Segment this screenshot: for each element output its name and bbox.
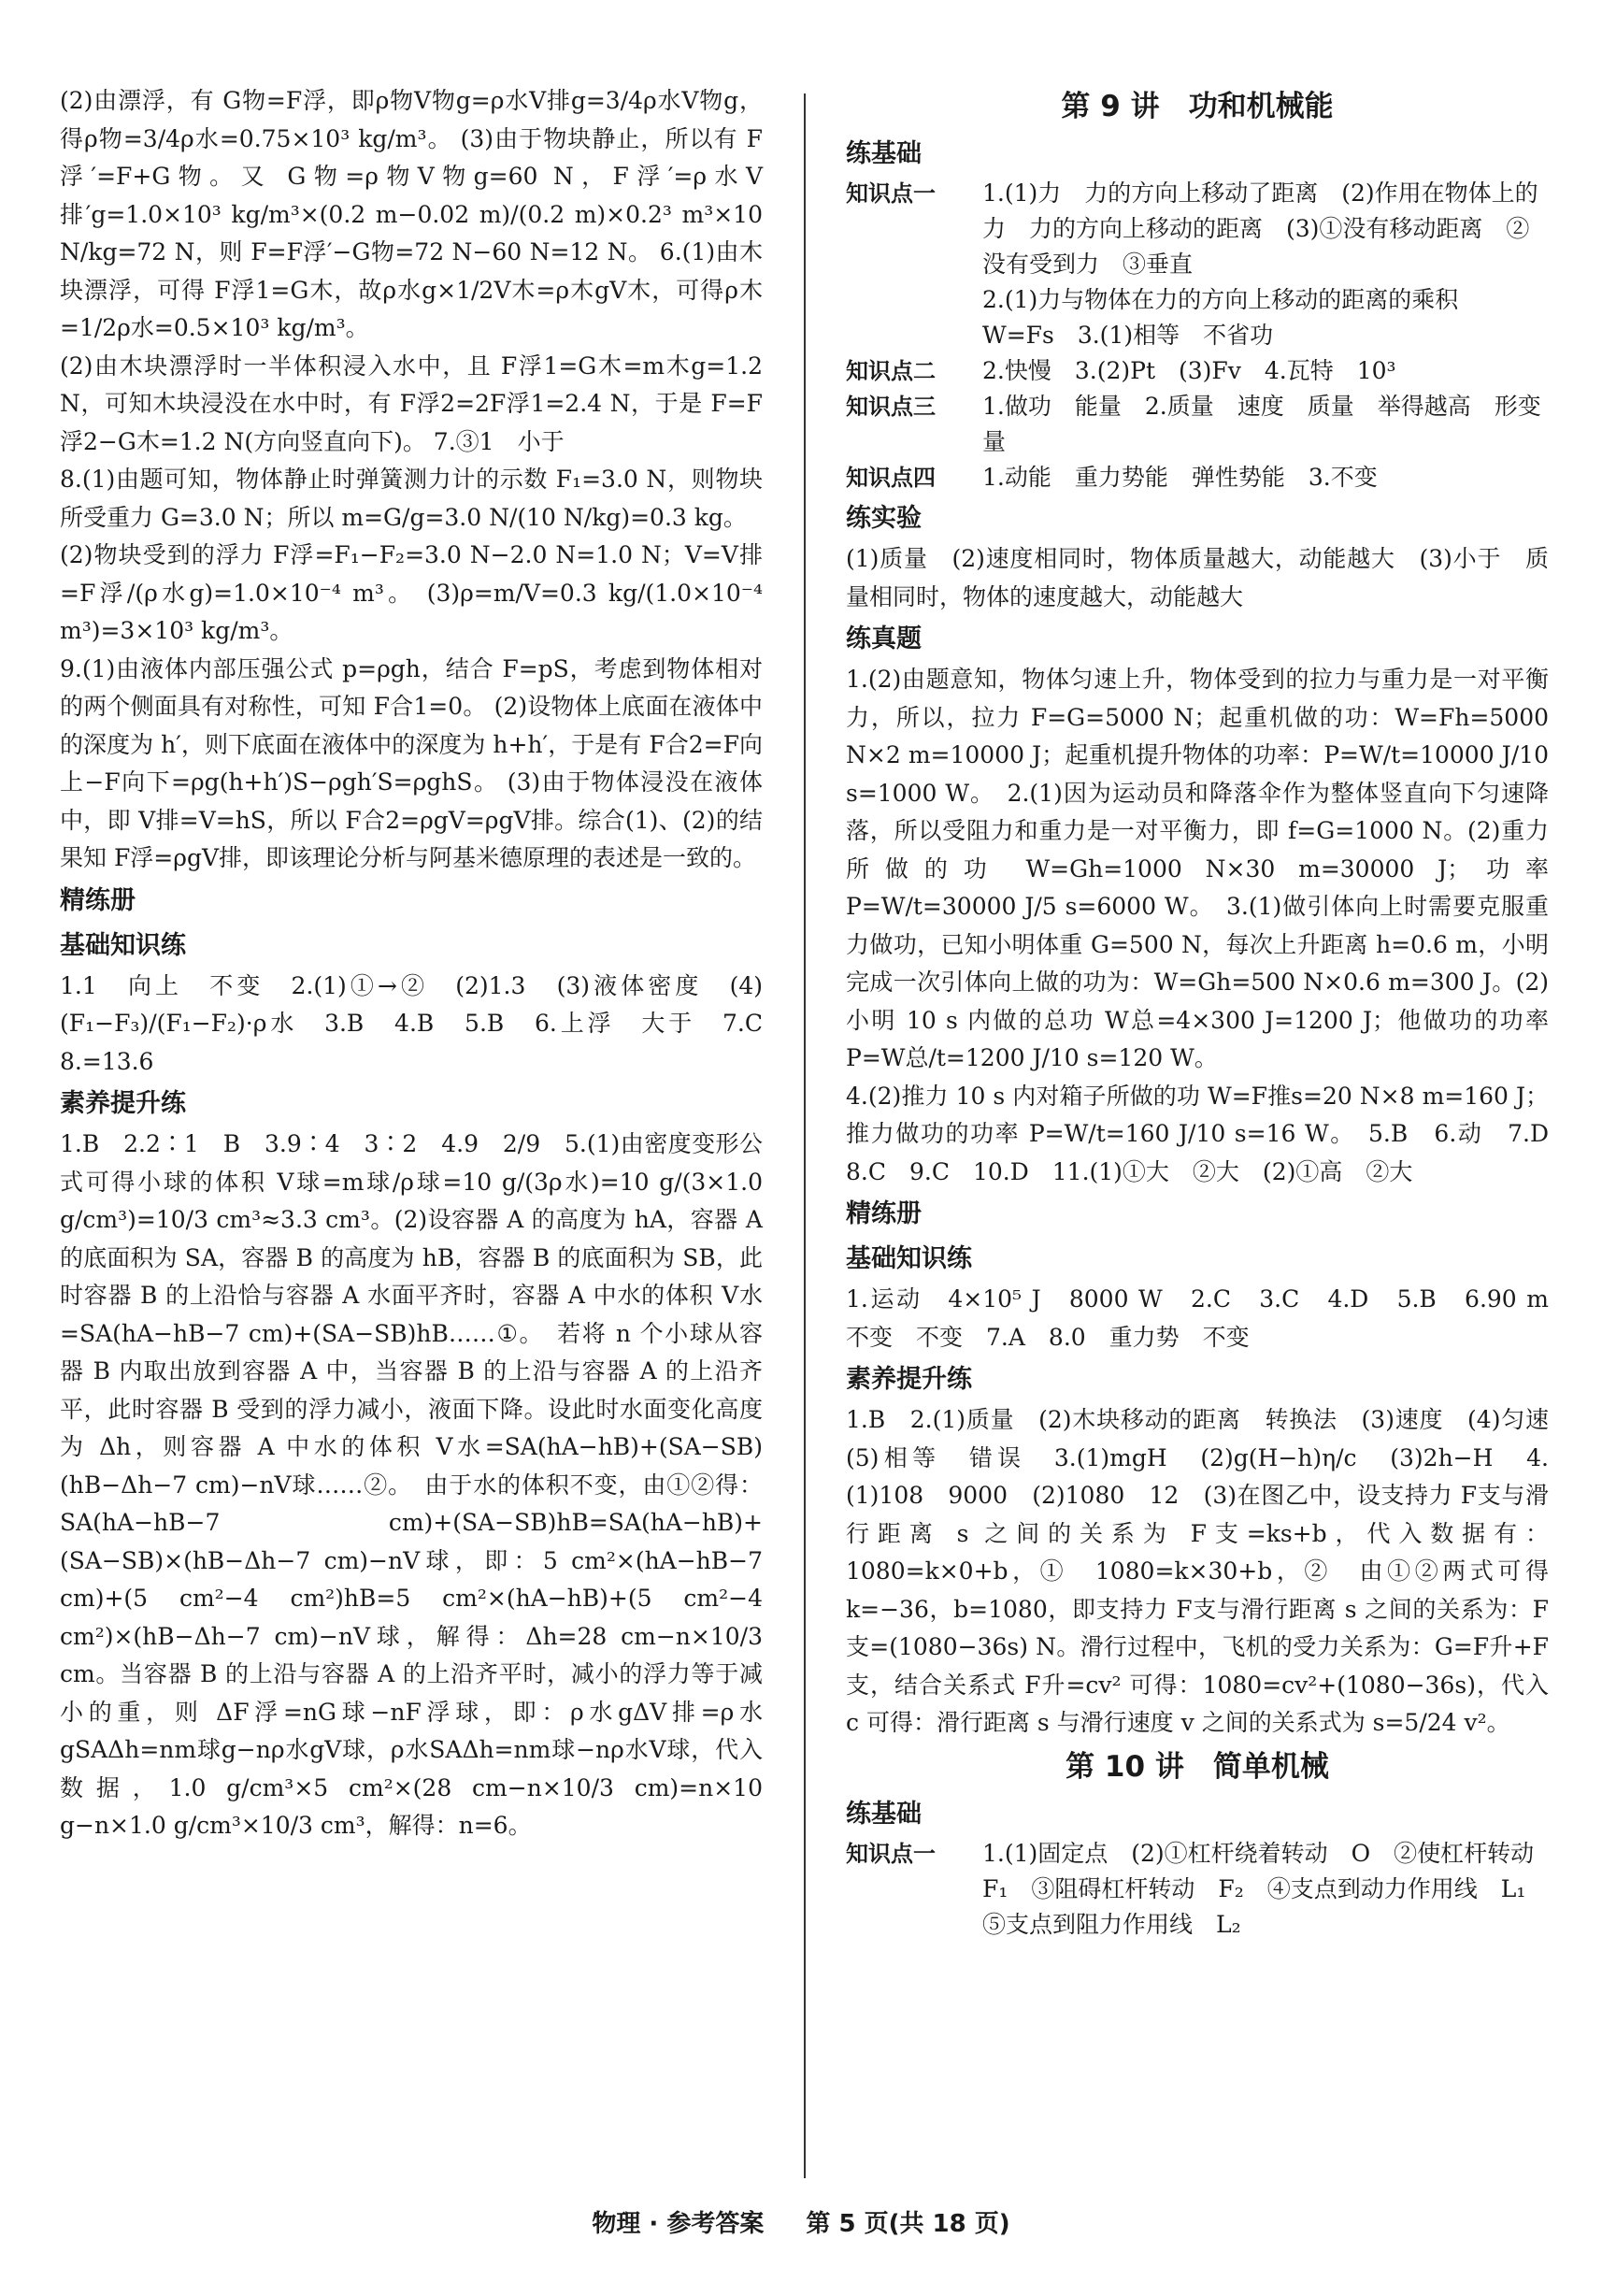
knowledge-point-label: 知识点二 [846,358,936,384]
answer-paragraph: 1.B 2.(1)质量 (2)木块移动的距离 转换法 (3)速度 (4)匀速 (5)相等 错误 3.(1)mgH (2)g(H−h)η/c (3)2h−H 4.(1)108 9000 (2)1080 12 (3)在图乙中，设支持力 F支与滑行距离 s 之间的关系为 F支=ks+b，代入数据有：1080=k×0+b，① 1080=k×30+b，② 由①②两式可得 k=−36，b=1080，即支持力 F支与滑行距离 s 之间的关系为：F支=(1080−36s) N。滑行过程中，飞机的受力关系为：G=F升+F支，结合关系式 F升=cv² 可得：1080=cv²+(1080−36s)，代入 c 可得：滑行距离 s 与滑行速度 v 之间的关系式为 s=5/24 v²。 [846,1406,1573,1736]
answer-paragraph: 1.运动 4×10⁵ J 8000 W 2.C 3.C 4.D 5.B 6.90 m 不变 不变 7.A 8.0 重力势 不变 [846,1285,1573,1351]
knowledge-point-answer: 1.(1)固定点 (2)①杠杆绕着转动 O ②使杠杆转动 F₁ ③阻碍杠杆转动 F₂ ④支点到动力作用线 L₁ ⑤支点到阻力作用线 L₂ [982,1839,1558,1938]
answer-paragraph: (2)由漂浮，有 G物=F浮，即ρ物V物g=ρ水V排g=3/4ρ水V物g，得ρ物=3/4ρ水=0.75×10³ kg/m³。 (3)由于物块静止，所以有 F浮′=F+G物。又 G物=ρ物V物g=60 N，F浮′=ρ水V排′g=1.0×10³ kg/m³×(0.2 m−0.02 m)/(0.2 m)×0.2³ m³×10 N/kg=72 N，则 F=F浮′−G物=72 N−60 N=12 N。 6.(1)由木块漂浮，可得 F浮1=G木，故ρ水g×1/2V木=ρ木gV木，可得ρ木=1/2ρ水=0.5×10³ kg/m³。 [60,87,770,341]
knowledge-point [846,460,1549,495]
section-heading-lianjichu: 练基础 [846,139,922,168]
knowledge-point-label: 知识点一 [846,1840,936,1867]
knowledge-point-label: 知识点一 [846,180,936,207]
section-heading-suyang: 素养提升练 [846,1365,972,1394]
lecture-9-title: 第 9 讲 功和机械能 [1061,90,1334,123]
knowledge-point-answer: 1.做功 能量 2.质量 速度 质量 举得越高 形变量 [982,393,1541,455]
footer-subject: 物理 · 参考答案 [592,2210,765,2238]
answer-paragraph: 8.(1)由题可知，物体静止时弹簧测力计的示数 F₁=3.0 N，则物块所受重力 G=3.0 N；所以 m=G/g=3.0 N/(10 N/kg)=0.3 kg。 [60,466,764,531]
lecture-10-title: 第 10 讲 简单机械 [1066,1749,1329,1784]
knowledge-point [846,353,1549,389]
section-heading-jichu: 基础知识练 [60,930,186,960]
knowledge-point-answer: 1.动能 重力势能 弹性势能 3.不变 [982,464,1378,491]
section-heading-lianjichu: 练基础 [846,1799,922,1829]
page-footer [0,2204,1602,2239]
section-heading-jinglian: 精练册 [846,1199,922,1228]
knowledge-point [846,176,1549,353]
answer-paragraph: (2)物块受到的浮力 F浮=F₁−F₂=3.0 N−2.0 N=1.0 N；V=V排=F浮/(ρ水g)=1.0×10⁻⁴ m³。 (3)ρ=m/V=0.3 kg/(1.0×10⁻⁴ m³)=3×10³ kg/m³。 [60,541,770,644]
answer-paragraph: 1.(2)由题意知，物体匀速上升，物体受到的拉力与重力是一对平衡力，所以，拉力 F=G=5000 N；起重机做的功：W=Fh=5000 N×2 m=10000 J；起重机提升物体的功率：P=W/t=10000 J/10 s=1000 W。 2.(1)因为运动员和降落伞作为整体竖直向下匀速降落，所以受阻力和重力是一对平衡力，即 f=G=1000 N。(2)重力所做的功 W=Gh=1000 N×30 m=30000 J；功率 P=W/t=30000 J/5 s=6000 W。 3.(1)做引体向上时需要克服重力做功，已知小明体重 G=500 N，每次上升距离 h=0.6 m，小明完成一次引体向上做的功为：W=Gh=500 N×0.6 m=300 J。(2)小明 10 s 内做的总功 W总=4×300 J=1200 J；他做功的功率 P=W总/t=1200 J/10 s=120 W。 4.(2)推力 10 s 内对箱子所做的功 W=F推s=20 N×8 m=160 J；推力做功的功率 P=W/t=160 J/10 s=16 W。 5.B 6.动 7.D 8.C 9.C 10.D 11.(1)①大 ②大 (2)①高 ②大 [846,666,1549,1185]
knowledge-point-label: 知识点三 [846,394,936,420]
answer-paragraph: 1.1 向上 不变 2.(1)①→② (2)1.3 (3)液体密度 (4)(F₁−F₃)/(F₁−F₂)·ρ水 3.B 4.B 5.B 6.上浮 大于 7.C 8.=13.6 [60,971,787,1075]
knowledge-point [846,1836,1558,1943]
answer-paragraph: (2)由木块漂浮时一半体积浸入水中，且 F浮1=G木=m木g=1.2 N，可知木块浸没在水中时，有 F浮2=2F浮1=2.4 N，于是 F=F浮2−G木=1.2 N(方向竖直向下)。 7.③1 小于 [60,352,770,455]
left-column [60,82,787,1845]
right-column [846,82,1573,1943]
knowledge-point-answer: 1.(1)力 力的方向上移动了距离 (2)作用在物体上的力 力的方向上移动的距离 (3)①没有移动距离 ②没有受到力 ③垂直 2.(1)力与物体在力的方向上移动的距离的乘积 W=Fs 3.(1)相等 不省功 [982,179,1538,349]
answer-paragraph: (1)质量 (2)速度相同时，物体质量越大，动能越大 (3)小于 质量相同时，物体的速度越大，动能越大 [846,545,1549,610]
knowledge-point-label: 知识点四 [846,465,936,491]
section-heading-jinglian: 精练册 [60,885,136,915]
section-heading-jichu: 基础知识练 [846,1244,972,1273]
section-heading-lianshiyan: 练实验 [846,504,922,533]
column-divider [804,93,806,2178]
knowledge-point-answer: 2.快慢 3.(2)Pt (3)Fv 4.瓦特 10³ [982,357,1396,384]
section-heading-lianzhenti: 练真题 [846,624,922,653]
knowledge-point [846,389,1549,460]
answer-paragraph: 9.(1)由液体内部压强公式 p=ρgh，结合 F=pS，考虑到物体相对的两个侧面具有对称性，可知 F合1=0。 (2)设物体上底面在液体中的深度为 h′，则下底面在液体中的深度为 h+h′，于是有 F合2=F向上−F向下=ρg(h+h′)S−ρgh′S=ρghS。 (3)由于物体浸没在液体中，即 V排=V=hS，所以 F合2=ρgV=ρgV排。综合(1)、(2)的结果知 F浮=ρgV排，即该理论分析与阿基米德原理的表述是一致的。 [60,654,763,871]
answer-paragraph: 1.B 2.2∶1 B 3.9∶4 3∶2 4.9 2/9 5.(1)由密度变形公式可得小球的体积 V球=m球/ρ球=10 g/(3ρ水)=10 g/(3×1.0 g/cm³)=10/3 cm³≈3.3 cm³。(2)设容器 A 的高度为 hA，容器 A 的底面积为 SA，容器 B 的高度为 hB，容器 B 的底面积为 SB，此时容器 B 的上沿恰与容器 A 水面平齐时，容器 A 中水的体积 V水=SA(hA−hB−7 cm)+(SA−SB)hB……①。 若将 n 个小球从容器 B 内取出放到容器 A 中，当容器 B 的上沿与容器 A 的上沿齐平，此时容器 B 受到的浮力减小，液面下降。设此时水面变化高度为 Δh，则容器 A 中水的体积 V水=SA(hA−hB)+(SA−SB)(hB−Δh−7 cm)−nV球……②。 由于水的体积不变，由①②得：SA(hA−hB−7 cm)+(SA−SB)hB=SA(hA−hB)+(SA−SB)×(hB−Δh−7 cm)−nV球，即：5 cm²×(hA−hB−7 cm)+(5 cm²−4 cm²)hB=5 cm²×(hA−hB)+(5 cm²−4 cm²)×(hB−Δh−7 cm)−nV球，解得：Δh=28 cm−n×10/3 cm。当容器 B 的上沿与容器 A 的上沿齐平时，减小的浮力等于减小的重，则 ΔF浮=nG球−nF浮球，即：ρ水gΔV排=ρ水gSAΔh=nm球g−nρ水gV球，ρ水SAΔh=nm球−nρ水V球，代入数据，1.0 g/cm³×5 cm²×(28 cm−n×10/3 cm)=n×10 g−n×1.0 g/cm³×10/3 cm³，解得：n=6。 [60,1130,770,1839]
footer-page-number: 第 5 页(共 18 页) [806,2210,1010,2238]
section-heading-suyang: 素养提升练 [60,1089,186,1118]
